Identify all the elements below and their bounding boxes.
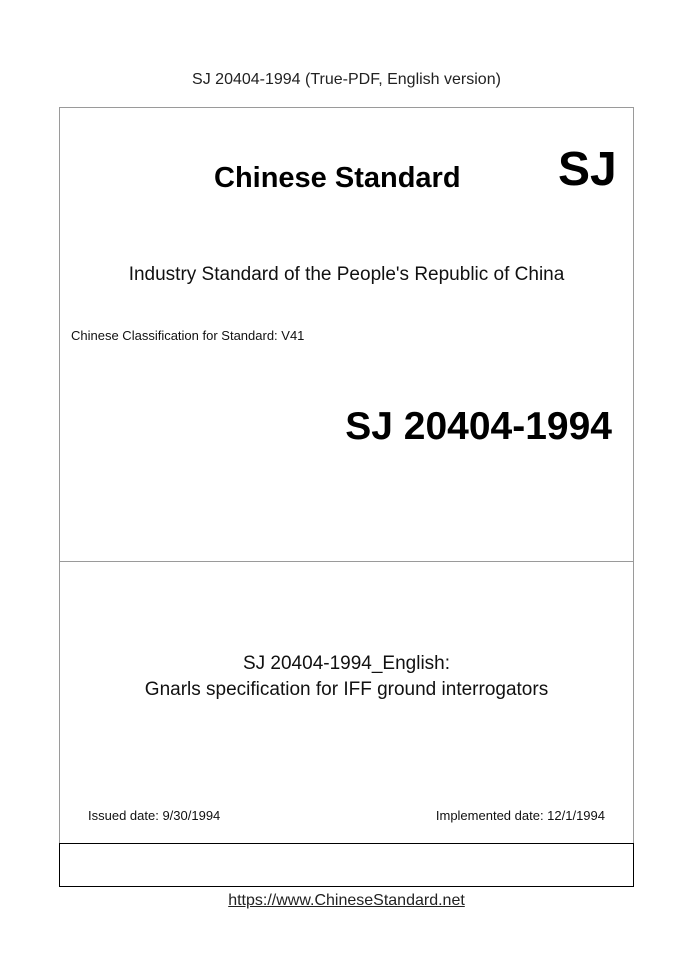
standard-code-badge: SJ — [558, 143, 617, 196]
page-header-title: SJ 20404-1994 (True-PDF, English version) — [192, 71, 501, 88]
website-link[interactable]: https://www.ChineseStandard.net — [228, 892, 465, 909]
classification-label: Chinese Classification for Standard: V41 — [71, 328, 305, 343]
document-title-line-1: SJ 20404-1994_English: — [242, 653, 451, 674]
cover-bottom-box — [59, 843, 634, 887]
cover-subtitle: Industry Standard of the People's Republic of China — [128, 264, 565, 285]
cover-middle-panel — [59, 561, 634, 844]
standard-number: SJ 20404-1994 — [345, 405, 612, 448]
document-title-line-2: Gnarls specification for IFF ground interrogators — [144, 679, 549, 700]
implemented-date: Implemented date: 12/1/1994 — [435, 808, 605, 823]
cover-heading: Chinese Standard — [214, 162, 461, 194]
issued-date: Issued date: 9/30/1994 — [88, 808, 221, 823]
